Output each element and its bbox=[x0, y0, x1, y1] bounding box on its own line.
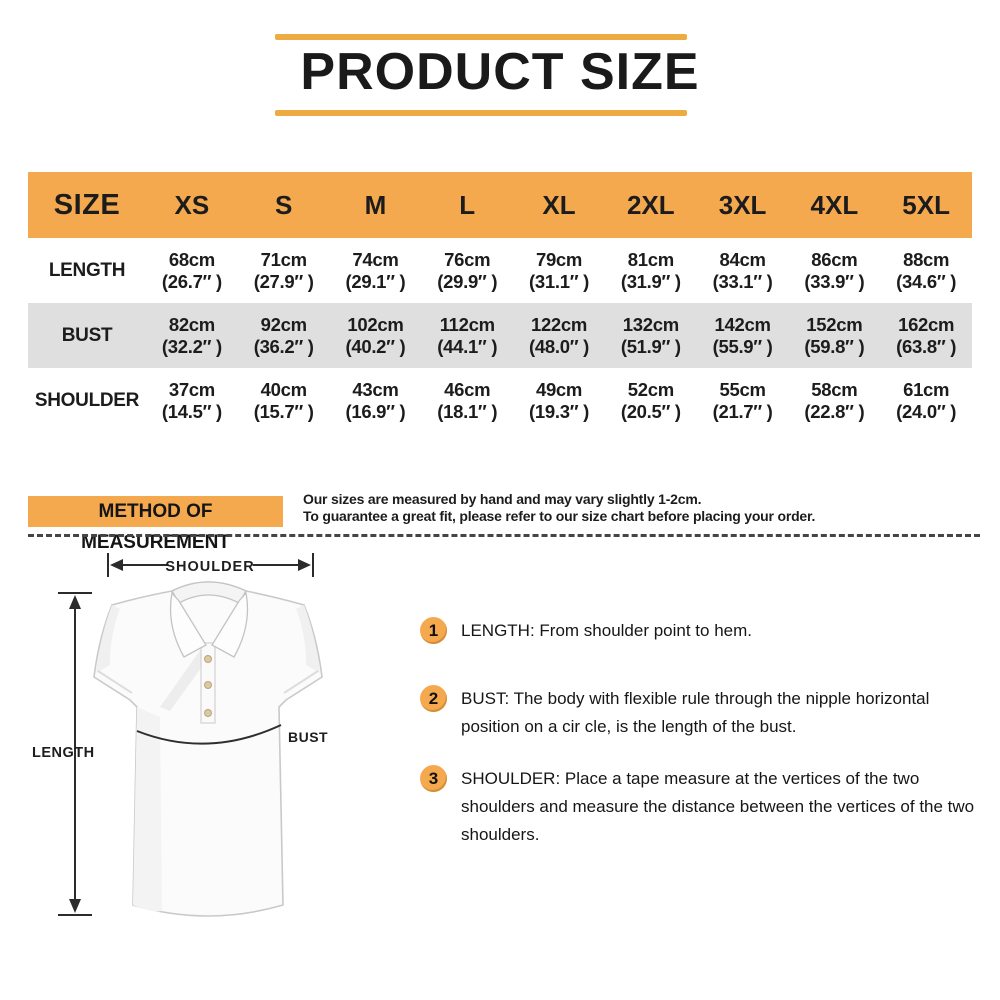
size-cell bbox=[605, 379, 697, 423]
inch-value: (40.2″ ) bbox=[345, 335, 406, 357]
polo-shirt-illustration bbox=[94, 582, 322, 916]
inch-value: (34.6″ ) bbox=[896, 270, 957, 292]
inch-value: (29.1″ ) bbox=[345, 270, 406, 292]
header-cell-4xl: 4XL bbox=[810, 189, 859, 220]
size-cell bbox=[605, 314, 697, 358]
cm-value: 40cm bbox=[260, 378, 307, 400]
instruction-number-badge: 2 bbox=[420, 685, 447, 712]
method-heading: METHOD OF MEASUREMENT bbox=[28, 496, 283, 527]
inch-value: (24.0″ ) bbox=[896, 400, 957, 422]
size-cell bbox=[788, 249, 880, 293]
instruction-text: LENGTH: From shoulder point to hem. bbox=[461, 621, 753, 640]
cm-value: 61cm bbox=[903, 378, 950, 400]
cm-value: 86cm bbox=[811, 248, 858, 270]
instruction-number-badge: 1 bbox=[420, 617, 447, 644]
size-cell bbox=[697, 314, 789, 358]
inch-value: (27.9″ ) bbox=[253, 270, 314, 292]
shoulder-arrow-label: SHOULDER bbox=[165, 559, 255, 575]
inch-value: (14.5″ ) bbox=[161, 400, 222, 422]
cm-value: 46cm bbox=[444, 378, 491, 400]
size-cell bbox=[421, 379, 513, 423]
size-notes bbox=[303, 491, 815, 525]
size-cell bbox=[146, 249, 238, 293]
inch-value: (44.1″ ) bbox=[437, 335, 498, 357]
cm-value: 102cm bbox=[347, 313, 404, 335]
size-cell bbox=[330, 314, 422, 358]
size-cell bbox=[513, 249, 605, 293]
cm-value: 37cm bbox=[168, 378, 215, 400]
row-label-shoulder: SHOULDER bbox=[34, 389, 140, 411]
size-cell bbox=[330, 379, 422, 423]
cm-value: 112cm bbox=[439, 313, 495, 335]
size-cell bbox=[330, 249, 422, 293]
inch-value: (63.8″ ) bbox=[896, 335, 957, 357]
inch-value: (48.0″ ) bbox=[529, 335, 589, 357]
button-icon bbox=[205, 682, 212, 689]
inch-value: (31.9″ ) bbox=[620, 270, 681, 292]
bust-curve-label: BUST bbox=[288, 729, 329, 745]
header-cell-s: S bbox=[275, 189, 293, 220]
cm-value: 92cm bbox=[260, 313, 307, 335]
header-cell-m: M bbox=[364, 189, 387, 220]
cm-value: 74cm bbox=[352, 248, 399, 270]
table-row-shoulder bbox=[28, 368, 972, 433]
size-cell bbox=[513, 314, 605, 358]
inch-value: (36.2″ ) bbox=[253, 335, 314, 357]
note-line-1: Our sizes are measured by hand and may vary slightly 1-2cm. bbox=[303, 491, 702, 507]
cm-value: 88cm bbox=[903, 248, 950, 270]
size-cell bbox=[146, 314, 238, 358]
cm-value: 49cm bbox=[535, 378, 583, 400]
inch-value: (20.5″ ) bbox=[620, 400, 681, 422]
header-cell-xs: XS bbox=[174, 189, 210, 220]
inch-value: (29.9″ ) bbox=[437, 270, 498, 292]
cm-value: 71cm bbox=[260, 248, 307, 270]
inch-value: (26.7″ ) bbox=[161, 270, 222, 292]
size-cell bbox=[697, 379, 789, 423]
title-rule-top bbox=[275, 34, 687, 40]
size-table-header-row bbox=[28, 172, 972, 238]
measurement-diagram bbox=[20, 545, 420, 985]
button-icon bbox=[205, 656, 212, 663]
size-cell bbox=[238, 379, 330, 423]
inch-value: (21.7″ ) bbox=[712, 400, 773, 422]
header-cell-5xl: 5XL bbox=[902, 189, 950, 220]
size-table bbox=[28, 172, 972, 433]
cm-value: 58cm bbox=[811, 378, 858, 400]
row-label-bust: BUST bbox=[61, 324, 113, 346]
button-icon bbox=[205, 710, 212, 717]
header-cell-xl: XL bbox=[542, 189, 576, 220]
instruction-text: SHOULDER: Place a tape measure at the vertices of the two shoulders and measure the distance between the vertices of the two shoulders. bbox=[461, 769, 975, 844]
row-label-length: LENGTH bbox=[48, 259, 126, 281]
inch-value: (31.1″ ) bbox=[529, 270, 589, 292]
length-arrow-label: LENGTH bbox=[32, 745, 95, 761]
size-cell bbox=[880, 249, 972, 293]
inch-value: (33.1″ ) bbox=[712, 270, 773, 292]
header-cell-size: SIZE bbox=[53, 188, 121, 221]
instruction-item-bust bbox=[420, 685, 991, 741]
inch-value: (55.9″ ) bbox=[712, 335, 773, 357]
dashed-divider bbox=[28, 534, 980, 537]
cm-value: 76cm bbox=[444, 248, 491, 270]
inch-value: (15.7″ ) bbox=[253, 400, 314, 422]
header-cell-2xl: 2XL bbox=[626, 189, 675, 220]
inch-value: (33.9″ ) bbox=[804, 270, 865, 292]
instruction-item-length bbox=[420, 617, 991, 645]
cm-value: 84cm bbox=[719, 248, 766, 270]
cm-value: 122cm bbox=[530, 313, 588, 335]
size-cell bbox=[238, 249, 330, 293]
size-cell bbox=[238, 314, 330, 358]
size-cell bbox=[146, 379, 238, 423]
size-cell bbox=[788, 379, 880, 423]
cm-value: 55cm bbox=[719, 378, 766, 400]
instruction-text: BUST: The body with flexible rule through the nipple horizontal position on a cir cle, is the length of the bust. bbox=[461, 689, 930, 736]
size-cell bbox=[788, 314, 880, 358]
size-cell bbox=[697, 249, 789, 293]
size-cell bbox=[513, 379, 605, 423]
cm-value: 132cm bbox=[622, 313, 679, 335]
cm-value: 152cm bbox=[806, 313, 863, 335]
inch-value: (22.8″ ) bbox=[804, 400, 865, 422]
inch-value: (51.9″ ) bbox=[620, 335, 681, 357]
cm-value: 162cm bbox=[898, 313, 955, 335]
cm-value: 79cm bbox=[535, 248, 583, 270]
table-row-bust bbox=[28, 303, 972, 368]
title-rule-bottom bbox=[275, 110, 687, 116]
size-cell bbox=[421, 314, 513, 358]
inch-value: (59.8″ ) bbox=[804, 335, 865, 357]
size-cell bbox=[880, 314, 972, 358]
size-cell bbox=[880, 379, 972, 423]
size-cell bbox=[605, 249, 697, 293]
cm-value: 142cm bbox=[714, 313, 771, 335]
note-line-2: To guarantee a great fit, please refer to our size chart before placing your order. bbox=[303, 508, 816, 524]
size-cell bbox=[421, 249, 513, 293]
header-cell-3xl: 3XL bbox=[718, 189, 767, 220]
cm-value: 52cm bbox=[627, 378, 674, 400]
cm-value: 43cm bbox=[352, 378, 399, 400]
inch-value: (18.1″ ) bbox=[437, 400, 498, 422]
inch-value: (16.9″ ) bbox=[345, 400, 406, 422]
inch-value: (32.2″ ) bbox=[161, 335, 222, 357]
cm-value: 68cm bbox=[168, 248, 215, 270]
page-title: PRODUCT SIZE bbox=[300, 43, 700, 101]
header-cell-l: L bbox=[459, 189, 476, 220]
inch-value: (19.3″ ) bbox=[529, 400, 589, 422]
cm-value: 81cm bbox=[627, 248, 674, 270]
table-row-length bbox=[28, 238, 972, 303]
cm-value: 82cm bbox=[168, 313, 215, 335]
instruction-item-shoulder bbox=[420, 765, 991, 849]
instruction-number-badge: 3 bbox=[420, 765, 447, 792]
